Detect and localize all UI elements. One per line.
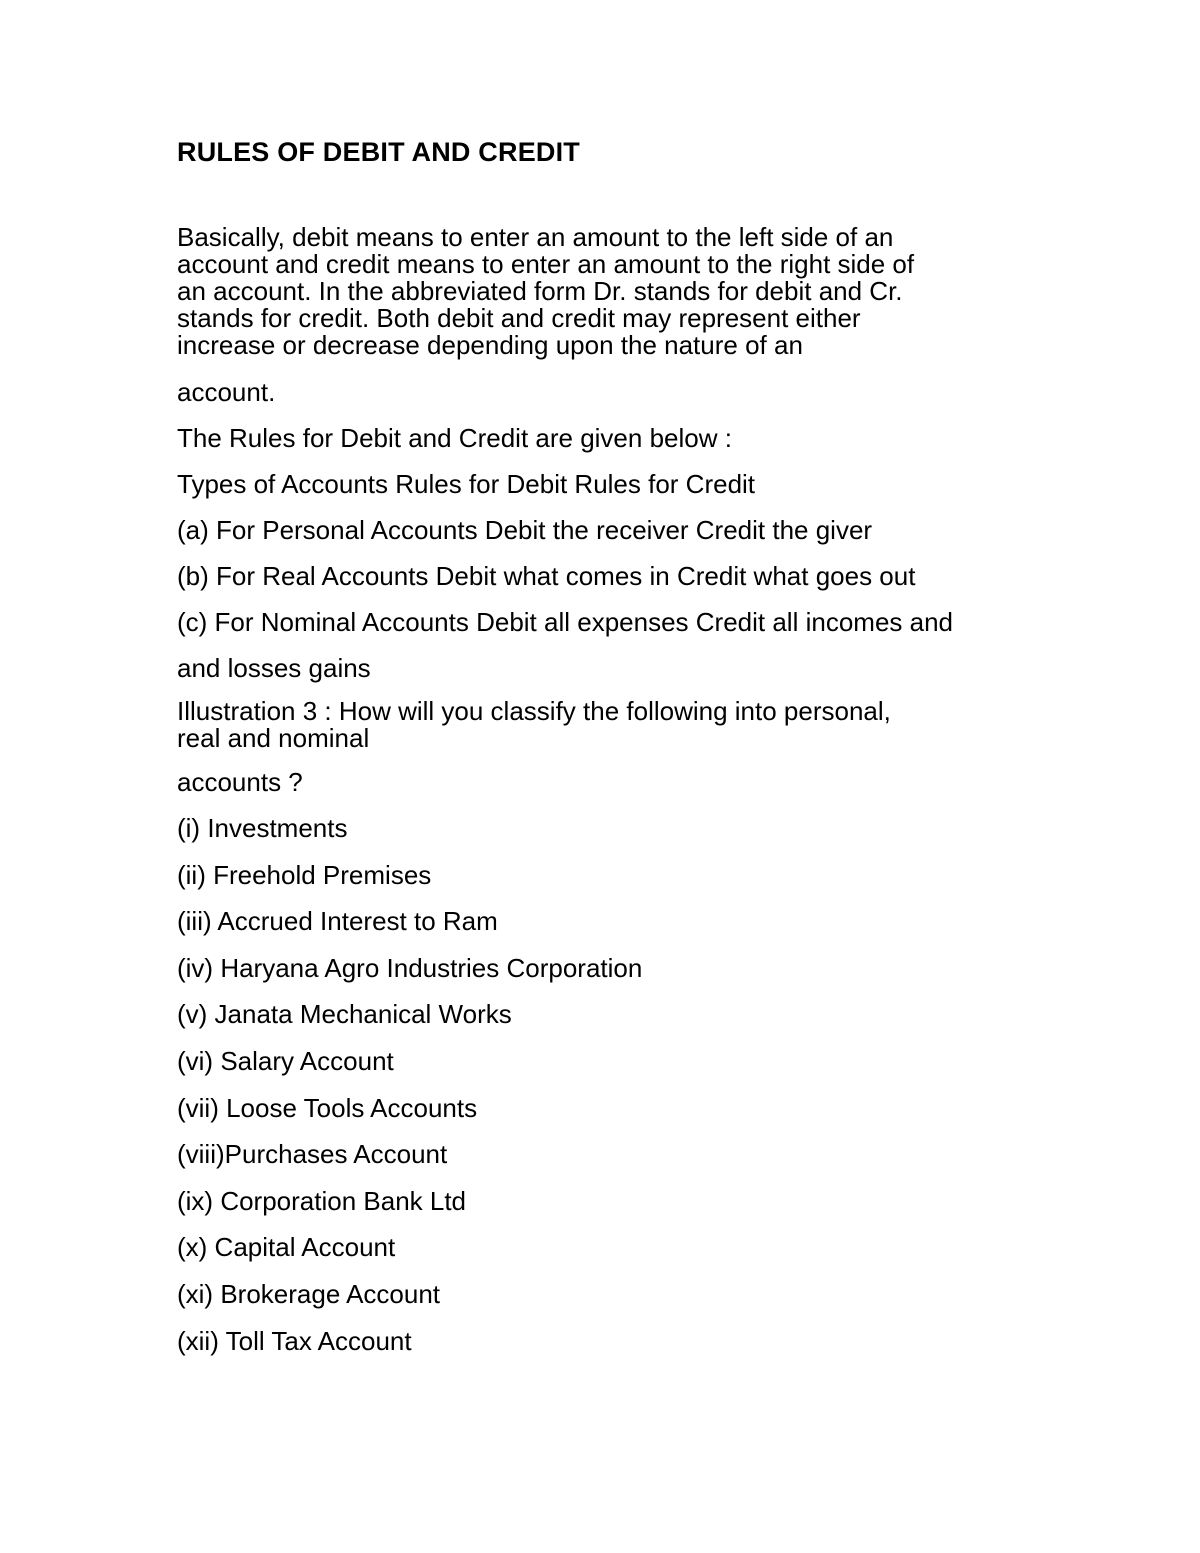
rule-personal-accounts: (a) For Personal Accounts Debit the receiver Credit the giver bbox=[177, 515, 873, 545]
list-item: (ii) Freehold Premises bbox=[177, 859, 432, 890]
rule-nominal-accounts: (c) For Nominal Accounts Debit all expenses Credit all incomes and bbox=[177, 607, 954, 637]
list-item: (x) Capital Account bbox=[177, 1232, 396, 1263]
document-content bbox=[177, 132, 1057, 1357]
accounts-list bbox=[177, 812, 1057, 1357]
list-item: (ix) Corporation Bank Ltd bbox=[177, 1185, 467, 1216]
list-item: (iv) Haryana Agro Industries Corporation bbox=[177, 952, 643, 983]
illustration-tail: accounts ? bbox=[177, 767, 303, 797]
intro-line: an account. In the abbreviated form Dr. stands for debit and Cr. bbox=[177, 276, 903, 306]
list-item: (v) Janata Mechanical Works bbox=[177, 999, 512, 1030]
list-item: (vi) Salary Account bbox=[177, 1045, 394, 1076]
intro-tail: account. bbox=[177, 377, 276, 407]
intro-paragraph bbox=[177, 224, 1057, 359]
document-title: RULES OF DEBIT AND CREDIT bbox=[177, 137, 580, 167]
rules-intro: The Rules for Debit and Credit are given below : bbox=[177, 423, 732, 453]
intro-line: stands for credit. Both debit and credit may represent either bbox=[177, 303, 861, 333]
illustration-question bbox=[177, 698, 1057, 752]
list-item: (xii) Toll Tax Account bbox=[177, 1325, 412, 1356]
list-item: (vii) Loose Tools Accounts bbox=[177, 1092, 478, 1123]
intro-line: Basically, debit means to enter an amount to the left side of an bbox=[177, 222, 894, 252]
list-item: (i) Investments bbox=[177, 813, 348, 843]
illustration-line: Illustration 3 : How will you classify the following into personal, bbox=[177, 696, 891, 726]
intro-line: increase or decrease depending upon the nature of an bbox=[177, 330, 803, 360]
rule-nominal-accounts-tail: and losses gains bbox=[177, 653, 371, 683]
rule-real-accounts: (b) For Real Accounts Debit what comes in Credit what goes out bbox=[177, 561, 916, 591]
list-item: (xi) Brokerage Account bbox=[177, 1278, 441, 1309]
list-item: (viii)Purchases Account bbox=[177, 1139, 448, 1170]
list-item: (iii) Accrued Interest to Ram bbox=[177, 906, 498, 937]
illustration-line: real and nominal bbox=[177, 723, 370, 753]
intro-line: account and credit means to enter an amount to the right side of bbox=[177, 249, 915, 279]
rules-table-header: Types of Accounts Rules for Debit Rules for Credit bbox=[177, 469, 756, 499]
